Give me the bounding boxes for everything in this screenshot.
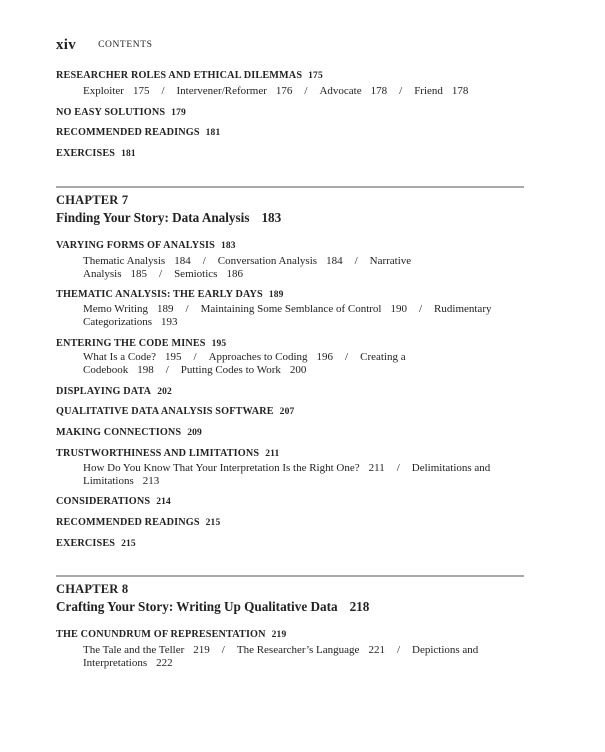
chapter-title [56,599,369,615]
separator: / [345,351,349,363]
chapter-divider [56,186,524,188]
subsections-code-mines [83,351,525,377]
separator: / [396,644,400,656]
section-displaying-data [56,386,172,397]
chapter-page: 218 [349,599,370,614]
section-page: 195 [211,339,227,349]
subsection-title: Exploiter [83,85,124,97]
running-title: CONTENTS [98,40,153,50]
section-page: 181 [205,128,221,138]
chapter-title-text: Finding Your Story: Data Analysis [56,210,250,225]
chapter-page: 183 [261,210,282,225]
section-page: 175 [308,71,323,81]
subsection-page: 184 [326,255,343,267]
separator: / [399,85,403,97]
subsections-thematic-analysis [83,303,525,329]
subsection-title: Depictions and [412,644,479,656]
subsection-title: Codebook [83,364,129,376]
subsection-page: 178 [451,85,469,97]
section-page: 209 [187,428,202,438]
chapter-label: CHAPTER 7 [56,193,129,207]
separator: / [304,85,308,97]
subsection-title: Maintaining Some Semblance of Control [200,303,382,315]
section-title: MAKING CONNECTIONS [56,427,182,438]
separator: / [165,364,169,376]
section-recommended-readings [56,517,220,528]
subsection-page: 190 [390,303,407,315]
subsection-title: Rudimentary [434,303,492,315]
subsections-researcher-roles [83,85,525,98]
section-varying-forms [56,240,236,251]
subsection-title: Delimitations and [411,462,491,474]
section-considerations [56,496,171,507]
subsection-title: Creating a [360,351,406,363]
section-page: 181 [121,149,136,159]
running-head [56,36,153,56]
subsection-page: 198 [137,364,154,376]
subsection-page: 196 [316,351,334,363]
subsection-page: 185 [130,268,147,280]
separator: / [354,255,358,267]
subsection-title: Semiotics [174,268,218,280]
section-page: 179 [171,108,186,118]
section-page: 189 [268,290,284,300]
subsection-page: 222 [156,657,173,669]
section-exercises [56,538,136,549]
separator: / [396,462,400,474]
section-page: 215 [205,518,221,528]
section-title: RECOMMENDED READINGS [56,127,200,138]
section-title: DISPLAYING DATA [56,386,152,397]
chapter-label: CHAPTER 8 [56,582,129,596]
subsection-title: The Researcher’s Language [236,644,360,656]
section-title: VARYING FORMS OF ANALYSIS [56,240,215,251]
subsection-page: 193 [161,316,178,328]
subsection-title: Intervener/Reformer [176,85,267,97]
section-title: TRUSTWORTHINESS AND LIMITATIONS [56,448,260,459]
subsection-title: Memo Writing [83,303,149,315]
section-no-easy-solutions [56,107,186,118]
separator: / [418,303,423,315]
subsection-title: Putting Codes to Work [180,364,281,376]
section-title: ENTERING THE CODE MINES [56,338,206,349]
subsections-trustworthiness [83,462,525,488]
subsection-page: 221 [368,644,385,656]
subsection-page: 184 [174,255,191,267]
subsection-page: 189 [157,303,174,315]
subsection-title: Narrative [369,255,412,267]
subsection-page: 219 [193,644,210,656]
section-title: QUALITATIVE DATA ANALYSIS SOFTWARE [56,406,274,417]
subsection-title: The Tale and the Teller [83,644,185,656]
separator: / [193,351,197,363]
subsection-page: 213 [142,475,160,487]
separator: / [159,268,163,280]
section-page: 215 [121,539,136,549]
subsection-title: Thematic Analysis [83,255,166,267]
separator: / [161,85,165,97]
subsections-varying-forms [83,255,525,281]
section-page: 202 [157,387,172,397]
section-title: EXERCISES [56,538,116,549]
subsection-page: 176 [275,85,293,97]
section-recommended-readings [56,127,220,138]
section-making-connections [56,427,202,438]
page-number: xiv [56,37,77,53]
section-title: EXERCISES [56,148,116,159]
section-page: 219 [271,630,287,640]
section-title: RECOMMENDED READINGS [56,517,200,528]
separator: / [221,644,225,656]
separator: / [202,255,206,267]
chapter-divider [56,575,524,577]
section-title: NO EASY SOLUTIONS [56,107,166,118]
section-page: 211 [265,449,280,459]
section-page: 214 [156,497,171,507]
section-title: THEMATIC ANALYSIS: THE EARLY DAYS [56,289,263,300]
subsection-page: 178 [370,85,388,97]
subsections-conundrum [83,644,525,670]
subsection-title: Friend [414,85,443,97]
section-code-mines [56,338,226,349]
section-trustworthiness [56,448,279,459]
section-title: RESEARCHER ROLES AND ETHICAL DILEMMAS [56,70,303,81]
subsection-page: 195 [165,351,182,363]
subsection-title: What Is a Code? [83,351,156,363]
section-page: 183 [220,241,236,251]
chapter-title-text: Crafting Your Story: Writing Up Qualitative Data [56,599,338,614]
subsection-page: 211 [368,462,385,474]
section-title: CONSIDERATIONS [56,496,151,507]
subsection-page: 200 [289,364,307,376]
subsection-title: Categorizations [83,316,153,328]
subsection-title: Limitations [83,475,134,487]
subsection-page: 186 [226,268,243,280]
subsection-title: Analysis [83,268,122,280]
subsection-title: Approaches to Coding [208,351,308,363]
section-thematic-analysis [56,289,284,300]
section-title: THE CONUNDRUM OF REPRESENTATION [56,629,266,640]
section-conundrum [56,629,286,640]
separator: / [185,303,189,315]
section-exercises [56,148,136,159]
subsection-title: Advocate [319,85,362,97]
subsection-title: How Do You Know That Your Interpretation Is the Right One? [83,462,360,474]
section-qda-software [56,406,294,417]
section-researcher-roles [56,70,323,81]
subsection-page: 175 [132,85,150,97]
subsection-title: Interpretations [83,657,148,669]
section-page: 207 [279,407,295,417]
chapter-title [56,210,281,226]
subsection-title: Conversation Analysis [217,255,318,267]
